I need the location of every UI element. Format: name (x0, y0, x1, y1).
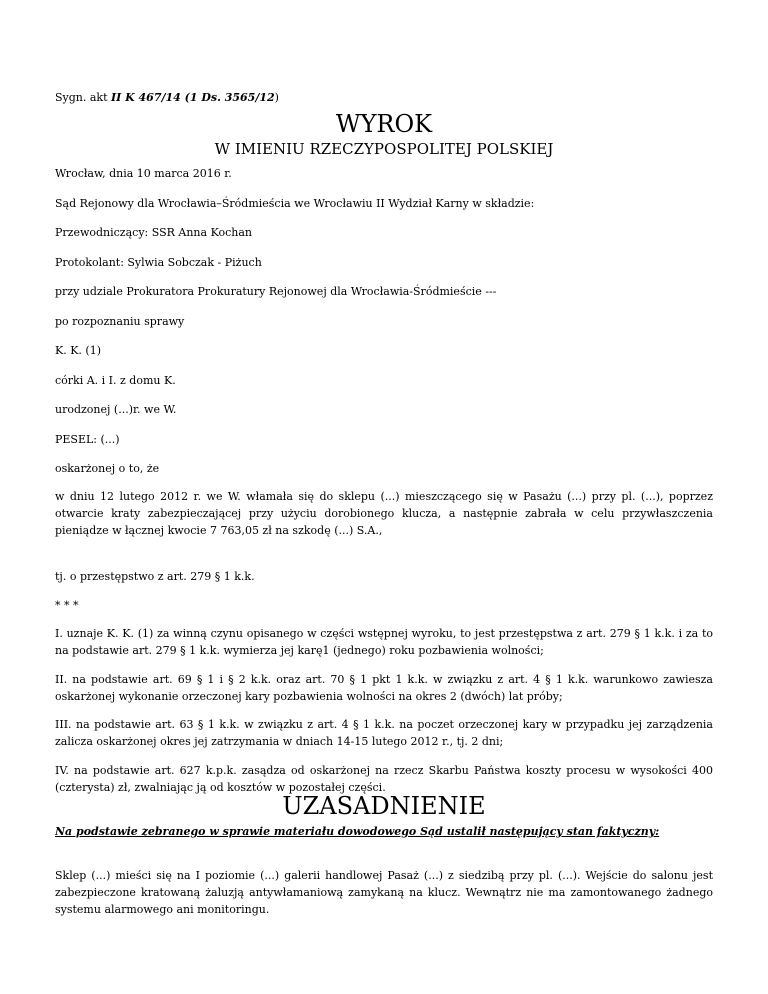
clerk-line: Protokolant: Sylwia Sobczak - Piżuch (55, 256, 262, 269)
date-line: Wrocław, dnia 10 marca 2016 r. (55, 167, 232, 180)
charge-article: tj. o przestępstwo z art. 279 § 1 k.k. (55, 570, 255, 583)
justification-title: UZASADNIENIE (282, 792, 486, 820)
case-review-line: po rozpoznaniu sprawy (55, 315, 185, 328)
prosecutor-line: przy udziale Prokuratora Prokuratury Rejonowej dla Wrocławia-Śródmieście --- (55, 285, 497, 298)
presiding-judge: Przewodniczący: SSR Anna Kochan (55, 226, 252, 239)
defendant-pesel: PESEL: (...) (55, 433, 120, 446)
document-subtitle: W IMIENIU RZECZYPOSPOLITEJ POLSKIEJ (214, 140, 554, 158)
case-signature (55, 89, 713, 106)
ruling-1: I. uznaje K. K. (1) za winną czynu opisanego w części wstępnej wyroku, to jest przestępstwa z art. 279 § 1 k.k. i za to na podstawie art. 279 § 1 k.k. wymierza jej karę1 (jednego) roku pozbawienia wolności; (55, 627, 713, 657)
case-signature-suffix: ) (274, 91, 279, 104)
facts-text: Sklep (...) mieści się na I poziomie (...) galerii handlowej Pasaż (...) z siedzibą przy pl. (...). Wejście do salonu jest zabezpieczone kratowaną żaluzją antywłamaniową zamykaną na klucz. Wewnątrz nie ma zamontowanego żadnego systemu alarmowego ani monitoringu. (55, 869, 713, 916)
ruling-4: IV. na podstawie art. 627 k.p.k. zasądza od oskarżonej na rzecz Skarbu Państwa koszty procesu w wysokości 400 (czterysta) zł, zwalniając ją od kosztów w pozostałej części. (55, 764, 713, 794)
defendant-parents: córki A. i I. z domu K. (55, 374, 176, 387)
accusation-intro: oskarżonej o to, że (55, 462, 160, 475)
court-line: Sąd Rejonowy dla Wrocławia–Śródmieścia we Wrocławiu II Wydział Karny w składzie: (55, 197, 535, 210)
document-title: WYROK (335, 110, 433, 138)
ruling-3: III. na podstawie art. 63 § 1 k.k. w związku z art. 4 § 1 k.k. na poczet orzeczonej kary w przypadku jej zarządzenia zalicza oskarżonej okres jej zatrzymania w dniach 14-15 lutego 2012 r., tj. 2 dni; (55, 718, 713, 748)
defendant-name: K. K. (1) (55, 344, 102, 357)
case-signature-number: II K 467/14 (1 Ds. 3565/12 (111, 91, 275, 104)
facts-heading: Na podstawie zebranego w sprawie materiału dowodowego Sąd ustalił następujący stan faktyczny: (55, 825, 660, 838)
ruling-2: II. na podstawie art. 69 § 1 i § 2 k.k. oraz art. 70 § 1 pkt 1 k.k. w związku z art. 4 § 1 k.k. warunkowo zawiesza oskarżonej wykonanie orzeczonej kary pozbawienia wolności na okres 2 (dwóch) lat próby; (55, 673, 713, 703)
defendant-birth: urodzonej (...)r. we W. (55, 403, 177, 416)
charge-description: w dniu 12 lutego 2012 r. we W. włamała się do sklepu (...) mieszczącego się w Pasażu (...) przy pl. (...), poprzez otwarcie kraty zabezpieczającej przy użyciu dorobionego klucza, a następnie zabrała w celu przywłaszczenia pieniądze w łącznej kwocie 7 763,05 zł na szkodę (...) S.A., (55, 490, 713, 537)
case-signature-prefix: Sygn. akt (55, 91, 112, 104)
separator: * * * (55, 599, 79, 612)
